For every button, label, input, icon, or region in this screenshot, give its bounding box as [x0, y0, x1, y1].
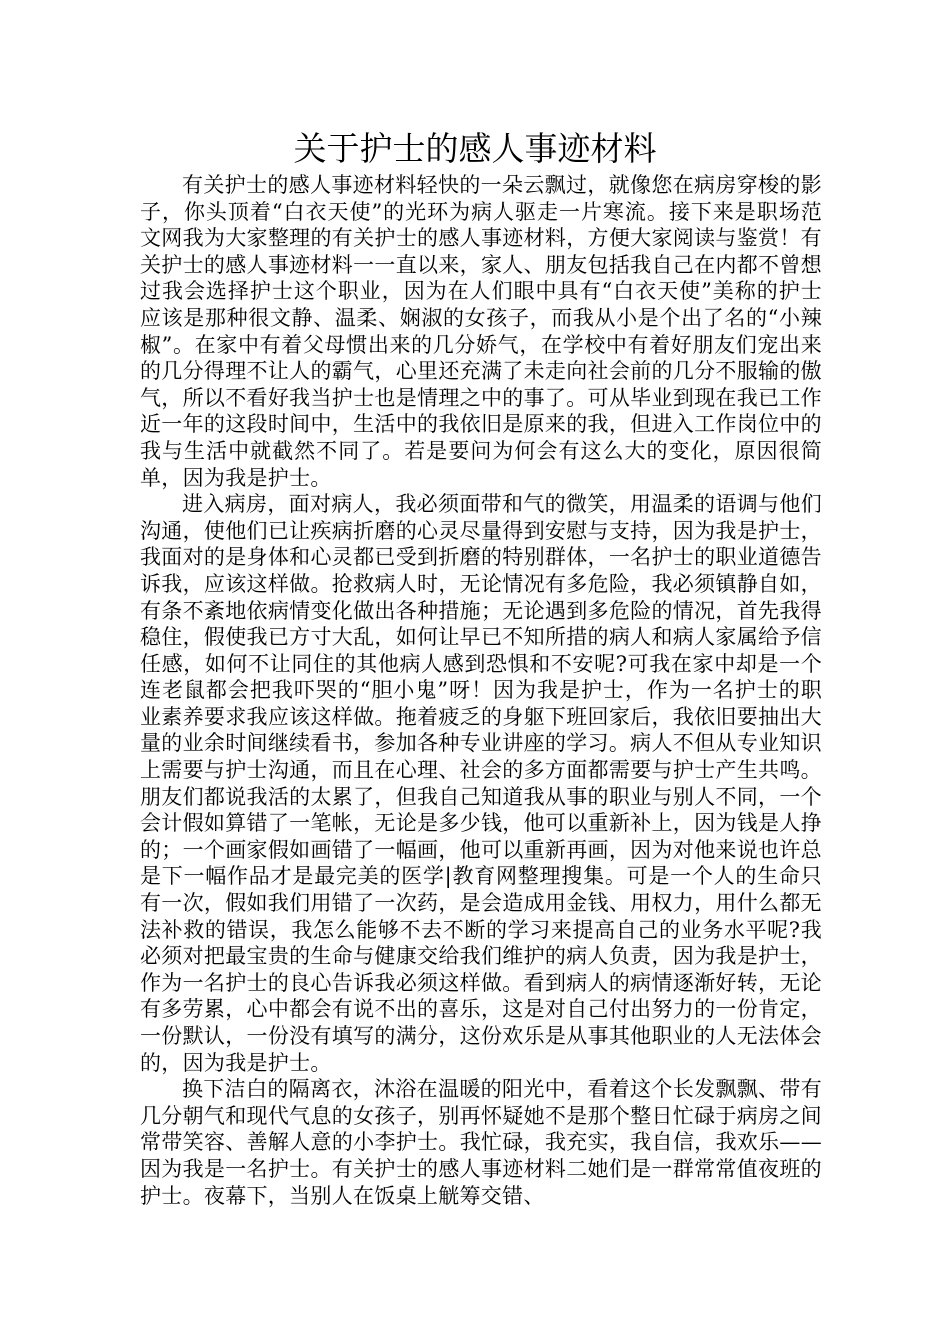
paragraph-3: 换下洁白的隔离衣，沐浴在温暖的阳光中，看着这个长发飘飘、带有几分朝气和现代气息的女孩子，别再怀疑她不是那个整日忙碌于病房之间常带笑容、善解人意的小李护士。我忙碌，我充实，我自信，我欢乐——因为我是一名护士。有关护士的感人事迹材料二她们是一群常常值夜班的护士。夜幕下，当别人在饭桌上觥筹交错、: [140, 1077, 822, 1208]
paragraph-1: 有关护士的感人事迹材料轻快的一朵云飘过，就像您在病房穿梭的影子，你头顶着“白衣天使”的光环为病人驱走一片寒流。接下来是职场范文网我为大家整理的有关护士的感人事迹材料，方便大家阅读与鉴赏！有关护士的感人事迹材料一一直以来，家人、朋友包括我自己在内都不曾想过我会选择护士这个职业，因为在人们眼中具有“白衣天使”美称的护士应该是那种很文静、温柔、娴淑的女孩子，而我从小是个出了名的“小辣椒”。在家中有着父母惯出来的几分娇气，在学校中有着好朋友们宠出来的几分得理不让人的霸气，心里还充满了未走向社会前的几分不服输的傲气，所以不看好我当护士也是情理之中的事了。可从毕业到现在我已工作近一年的这段时间中，生活中的我依旧是原来的我，但进入工作岗位中的我与生活中就截然不同了。若是要问为何会有这么大的变化，原因很简单，因为我是护士。: [140, 173, 822, 490]
document-body: [140, 172, 822, 1209]
document-title: 关于护士的感人事迹材料: [293, 129, 657, 168]
paragraph-2: 进入病房，面对病人，我必须面带和气的微笑，用温柔的语调与他们沟通，使他们已让疾病折磨的心灵尽量得到安慰与支持，因为我是护士，我面对的是身体和心灵都已受到折磨的特别群体，一名护士的职业道德告诉我，应该这样做。抢救病人时，无论情况有多危险，我必须镇静自如，有条不紊地依病情变化做出各种措施；无论遇到多危险的情况，首先我得稳住，假使我已方寸大乱，如何让早已不知所措的病人和病人家属给予信任感，如何不让同住的其他病人感到恐惧和不安呢?可我在家中却是一个连老鼠都会把我吓哭的“胆小鬼”呀！因为我是护士，作为一名护士的职业素养要求我应该这样做。拖着疲乏的身躯下班回家后，我依旧要抽出大量的业余时间继续看书，参加各种专业讲座的学习。病人不但从专业知识上需要与护士沟通，而且在心理、社会的多方面都需要与护士产生共鸣。朋友们都说我活的太累了，但我自己知道我从事的职业与别人不同，一个会计假如算错了一笔帐，无论是多少钱，他可以重新补上，因为钱是人挣的；一个画家假如画错了一幅画，他可以重新再画，因为对他来说也许总是下一幅作品才是最完美的医学|教育网整理搜集。可是一个人的生命只有一次，假如我们用错了一次药，是会造成用金钱、用权力，用什么都无法补救的错误，我怎么能够不去不断的学习来提高自己的业务水平呢?我必须对把最宝贵的生命与健康交给我们维护的病人负责，因为我是护士，作为一名护士的良心告诉我必须这样做。看到病人的病情逐渐好转，无论有多劳累，心中都会有说不出的喜乐，这是对自己付出努力的一份肯定，一份默认，一份没有填写的满分，这份欢乐是从事其他职业的人无法体会的，因为我是护士。: [140, 492, 822, 1075]
